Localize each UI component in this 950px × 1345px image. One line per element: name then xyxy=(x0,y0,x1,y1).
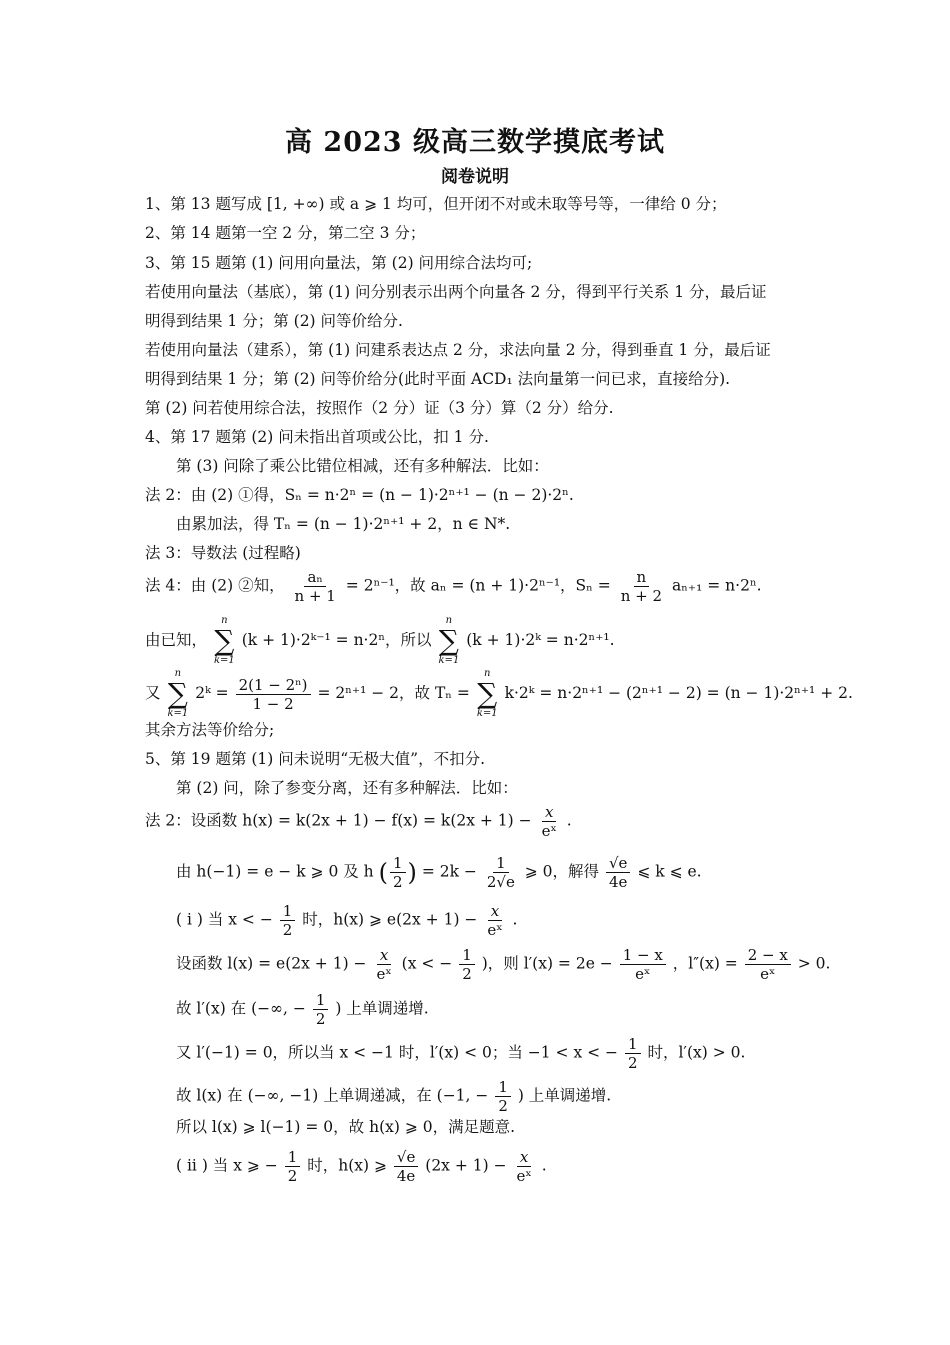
fraction-denominator: n + 1 xyxy=(294,587,336,605)
text-line: 所以 l(x) ⩾ l(−1) = 0，故 h(x) ⩾ 0，满足题意. xyxy=(176,1118,516,1136)
page-title: 高 2023 级高三数学摸底考试 xyxy=(285,127,665,158)
fraction-numerator: x xyxy=(542,803,556,822)
text-span: (x < − xyxy=(401,954,453,973)
fraction-denominator: eˣ xyxy=(541,822,557,840)
formula-line xyxy=(176,1148,547,1185)
fraction xyxy=(285,1148,301,1185)
summation xyxy=(477,668,498,720)
fraction xyxy=(374,946,395,983)
text-span: ⩽ k ⩽ e. xyxy=(637,862,702,881)
paren-open: ( xyxy=(378,858,388,887)
text-span: 故 l′(x) 在 xyxy=(176,999,247,1018)
text-span: (k + 1)·2ᵏ⁻¹ = n·2ⁿ，所以 xyxy=(241,631,432,649)
fraction xyxy=(484,902,505,939)
sum-upper: n xyxy=(484,668,491,679)
formula-line xyxy=(176,946,830,983)
text-line: 明得到结果 1 分；第 (2) 问等价给分(此时平面 ACD₁ 法向量第一问已求，直接给分). xyxy=(145,370,731,388)
fraction-numerator: 2(1 − 2ⁿ) xyxy=(236,676,311,695)
fraction xyxy=(625,1035,641,1072)
fraction-numerator: x xyxy=(517,1148,531,1167)
text-span: aₙ₊₁ = n·2ⁿ. xyxy=(671,576,762,595)
fraction xyxy=(514,1148,535,1185)
text-line: 明得到结果 1 分；第 (2) 问等价给分. xyxy=(145,312,403,330)
fraction-denominator: n + 2 xyxy=(620,587,663,605)
fraction xyxy=(495,1078,511,1115)
fraction-numerator: 1 xyxy=(280,902,296,921)
text-span: ) 上单调递增. xyxy=(335,999,429,1018)
text-span: 由 h(−1) = e − k ⩾ 0 及 h xyxy=(176,862,374,881)
text-line: 1、第 13 题写成 [1, +∞) 或 a ⩾ 1 均可，但开闭不对或未取等号等，一律给 0 分； xyxy=(145,195,727,213)
fraction-denominator: 2 xyxy=(462,965,472,983)
text-span: (2x + 1) − xyxy=(425,1156,507,1175)
sum-upper: n xyxy=(445,615,453,626)
text-span: (−1, − xyxy=(436,1086,489,1105)
fraction-numerator: 1 xyxy=(625,1035,641,1054)
text-span: 2ᵏ = xyxy=(195,684,229,702)
fraction-denominator: eˣ xyxy=(760,965,776,983)
fraction xyxy=(390,854,406,891)
summation xyxy=(214,615,235,667)
text-span: 故 l(x) 在 (−∞, −1) 上单调递减，在 xyxy=(176,1086,432,1105)
fraction-denominator: 4e xyxy=(396,1167,416,1185)
fraction-numerator: 1 xyxy=(459,946,475,965)
fraction xyxy=(620,946,666,983)
fraction-denominator: 2 xyxy=(287,1167,298,1185)
sum-upper: n xyxy=(221,615,228,626)
fraction-denominator: 2 xyxy=(498,1097,508,1115)
formula-line xyxy=(145,668,853,720)
text-span: ⩾ 0，解得 xyxy=(524,862,600,881)
fraction xyxy=(394,1148,418,1185)
fraction-numerator: 1 xyxy=(390,854,406,873)
text-span: > 0. xyxy=(797,954,831,973)
paren-close: ) xyxy=(407,858,417,887)
fraction-numerator: √e xyxy=(394,1148,418,1167)
fraction xyxy=(745,946,791,983)
fraction-numerator: 1 − x xyxy=(620,946,666,965)
fraction-denominator: 2 xyxy=(627,1054,638,1072)
text-line: 若使用向量法（基底），第 (1) 问分别表示出两个向量各 2 分，得到平行关系 1 分，最后证 xyxy=(145,283,767,301)
fraction-numerator: n xyxy=(634,568,650,587)
fraction-numerator: √e xyxy=(606,854,630,873)
text-line: 3、第 15 题第 (1) 问用向量法，第 (2) 问用综合法均可; xyxy=(145,254,533,272)
text-line: 其余方法等价给分; xyxy=(145,721,275,739)
formula-line xyxy=(145,803,572,840)
fraction-denominator: 1 − 2 xyxy=(252,694,294,713)
text-span: 法 2：设函数 h(x) = k(2x + 1) − f(x) = k(2x + 1) − xyxy=(145,811,532,830)
text-span: (−∞, − xyxy=(251,999,306,1018)
fraction-numerator: 1 xyxy=(493,854,509,873)
summation xyxy=(439,615,460,667)
text-line: 5、第 19 题第 (1) 问未说明“无极大值”，不扣分. xyxy=(145,750,486,768)
formula-line xyxy=(145,615,615,667)
fraction-denominator: eˣ xyxy=(635,965,651,983)
text-line: 法 2：由 (2) ①得，Sₙ = n·2ⁿ = (n − 1)·2ⁿ⁺¹ − (n − 2)·2ⁿ. xyxy=(145,486,574,504)
formula-line xyxy=(176,902,517,939)
text-span: k·2ᵏ = n·2ⁿ⁺¹ − (2ⁿ⁺¹ − 2) = (n − 1)·2ⁿ⁺¹ + 2. xyxy=(504,684,853,702)
fraction xyxy=(539,803,560,840)
fraction xyxy=(292,568,339,605)
formula-line xyxy=(176,1035,745,1072)
fraction xyxy=(484,854,518,891)
fraction-denominator: eˣ xyxy=(376,965,392,983)
fraction-numerator: x xyxy=(377,946,391,965)
text-line: 由累加法，得 Tₙ = (n − 1)·2ⁿ⁺¹ + 2，n ∈ N*. xyxy=(176,515,511,533)
formula-line xyxy=(145,568,762,605)
sigma-icon: ∑ xyxy=(438,624,459,657)
text-span: . xyxy=(541,1156,547,1175)
fraction-numerator: x xyxy=(488,902,502,921)
fraction-denominator: 4e xyxy=(608,873,628,891)
text-span: 设函数 l(x) = e(2x + 1) − xyxy=(176,954,367,973)
text-line: 若使用向量法（建系），第 (1) 问建系表达点 2 分，求法向量 2 分，得到垂直 1 分，最后证 xyxy=(145,341,771,359)
text-span: 又 l′(−1) = 0，所以当 x < −1 时，l′(x) < 0；当 −1 < x < − xyxy=(176,1043,619,1062)
text-line: 第 (2) 问，除了参变分离，还有多种解法．比如： xyxy=(176,779,518,797)
fraction xyxy=(313,991,329,1028)
sum-lower: k=1 xyxy=(476,708,498,719)
text-span: ) 上单调递增. xyxy=(517,1086,612,1105)
formula-line xyxy=(176,1078,611,1115)
fraction-denominator: eˣ xyxy=(487,921,503,939)
fraction-denominator: 2 xyxy=(392,873,403,891)
sigma-icon: ∑ xyxy=(167,677,188,710)
fraction-numerator: 1 xyxy=(313,991,329,1010)
text-line: 4、第 17 题第 (2) 问未指出首项或公比，扣 1 分. xyxy=(145,428,489,446)
text-span: 时，h(x) ⩾ e(2x + 1) − xyxy=(302,910,478,929)
text-span: = 2ⁿ⁺¹ − 2，故 Tₙ = xyxy=(317,684,470,702)
formula-line xyxy=(176,854,702,891)
text-span: 又 xyxy=(145,684,161,702)
fraction-denominator: eˣ xyxy=(516,1167,532,1185)
text-line: 法 3：导数法 (过程略) xyxy=(145,544,301,562)
sum-lower: k=1 xyxy=(167,708,189,719)
fraction xyxy=(618,568,665,605)
text-span: = 2k − xyxy=(421,862,477,881)
sum-lower: k=1 xyxy=(438,655,460,666)
text-span: ( ii ) 当 x ⩾ − xyxy=(176,1156,278,1175)
fraction-numerator: 1 xyxy=(285,1148,301,1167)
text-span: )，则 l′(x) = 2e − xyxy=(481,954,613,973)
fraction xyxy=(236,676,311,713)
text-span: ( i ) 当 x < − xyxy=(176,910,273,929)
text-span: 法 4：由 (2) ②知， xyxy=(145,576,285,595)
fraction-numerator: aₙ xyxy=(304,568,325,587)
text-span: 由已知， xyxy=(145,631,208,649)
fraction-denominator: 2√e xyxy=(486,873,515,891)
fraction xyxy=(280,902,296,939)
text-span: = 2ⁿ⁻¹，故 aₙ = (n + 1)·2ⁿ⁻¹，Sₙ = xyxy=(345,576,611,595)
text-span: . xyxy=(566,811,572,830)
summation xyxy=(167,668,188,720)
text-line: 第 (2) 问若使用综合法，按照作（2 分）证（3 分）算（2 分）给分. xyxy=(145,399,614,417)
sigma-icon: ∑ xyxy=(214,624,235,657)
fraction xyxy=(459,946,475,983)
fraction-numerator: 2 − x xyxy=(745,946,791,965)
formula-line xyxy=(176,991,429,1028)
fraction-denominator: 2 xyxy=(282,921,293,939)
text-span: 时，h(x) ⩾ xyxy=(307,1156,387,1175)
text-span: . xyxy=(512,910,518,929)
fraction xyxy=(606,854,630,891)
sigma-icon: ∑ xyxy=(477,677,498,710)
text-line: 2、第 14 题第一空 2 分，第二空 3 分； xyxy=(145,224,426,242)
fraction-denominator: 2 xyxy=(315,1010,326,1028)
text-line: 第 (3) 问除了乘公比错位相减，还有多种解法．比如： xyxy=(176,457,549,475)
fraction-numerator: 1 xyxy=(495,1078,511,1097)
sum-upper: n xyxy=(174,668,182,679)
page-subtitle: 阅卷说明 xyxy=(441,167,509,187)
text-span: (k + 1)·2ᵏ = n·2ⁿ⁺¹. xyxy=(466,631,615,649)
text-span: ，l″(x) = xyxy=(672,954,738,973)
sum-lower: k=1 xyxy=(213,655,235,666)
text-span: 时，l′(x) > 0. xyxy=(647,1043,746,1062)
